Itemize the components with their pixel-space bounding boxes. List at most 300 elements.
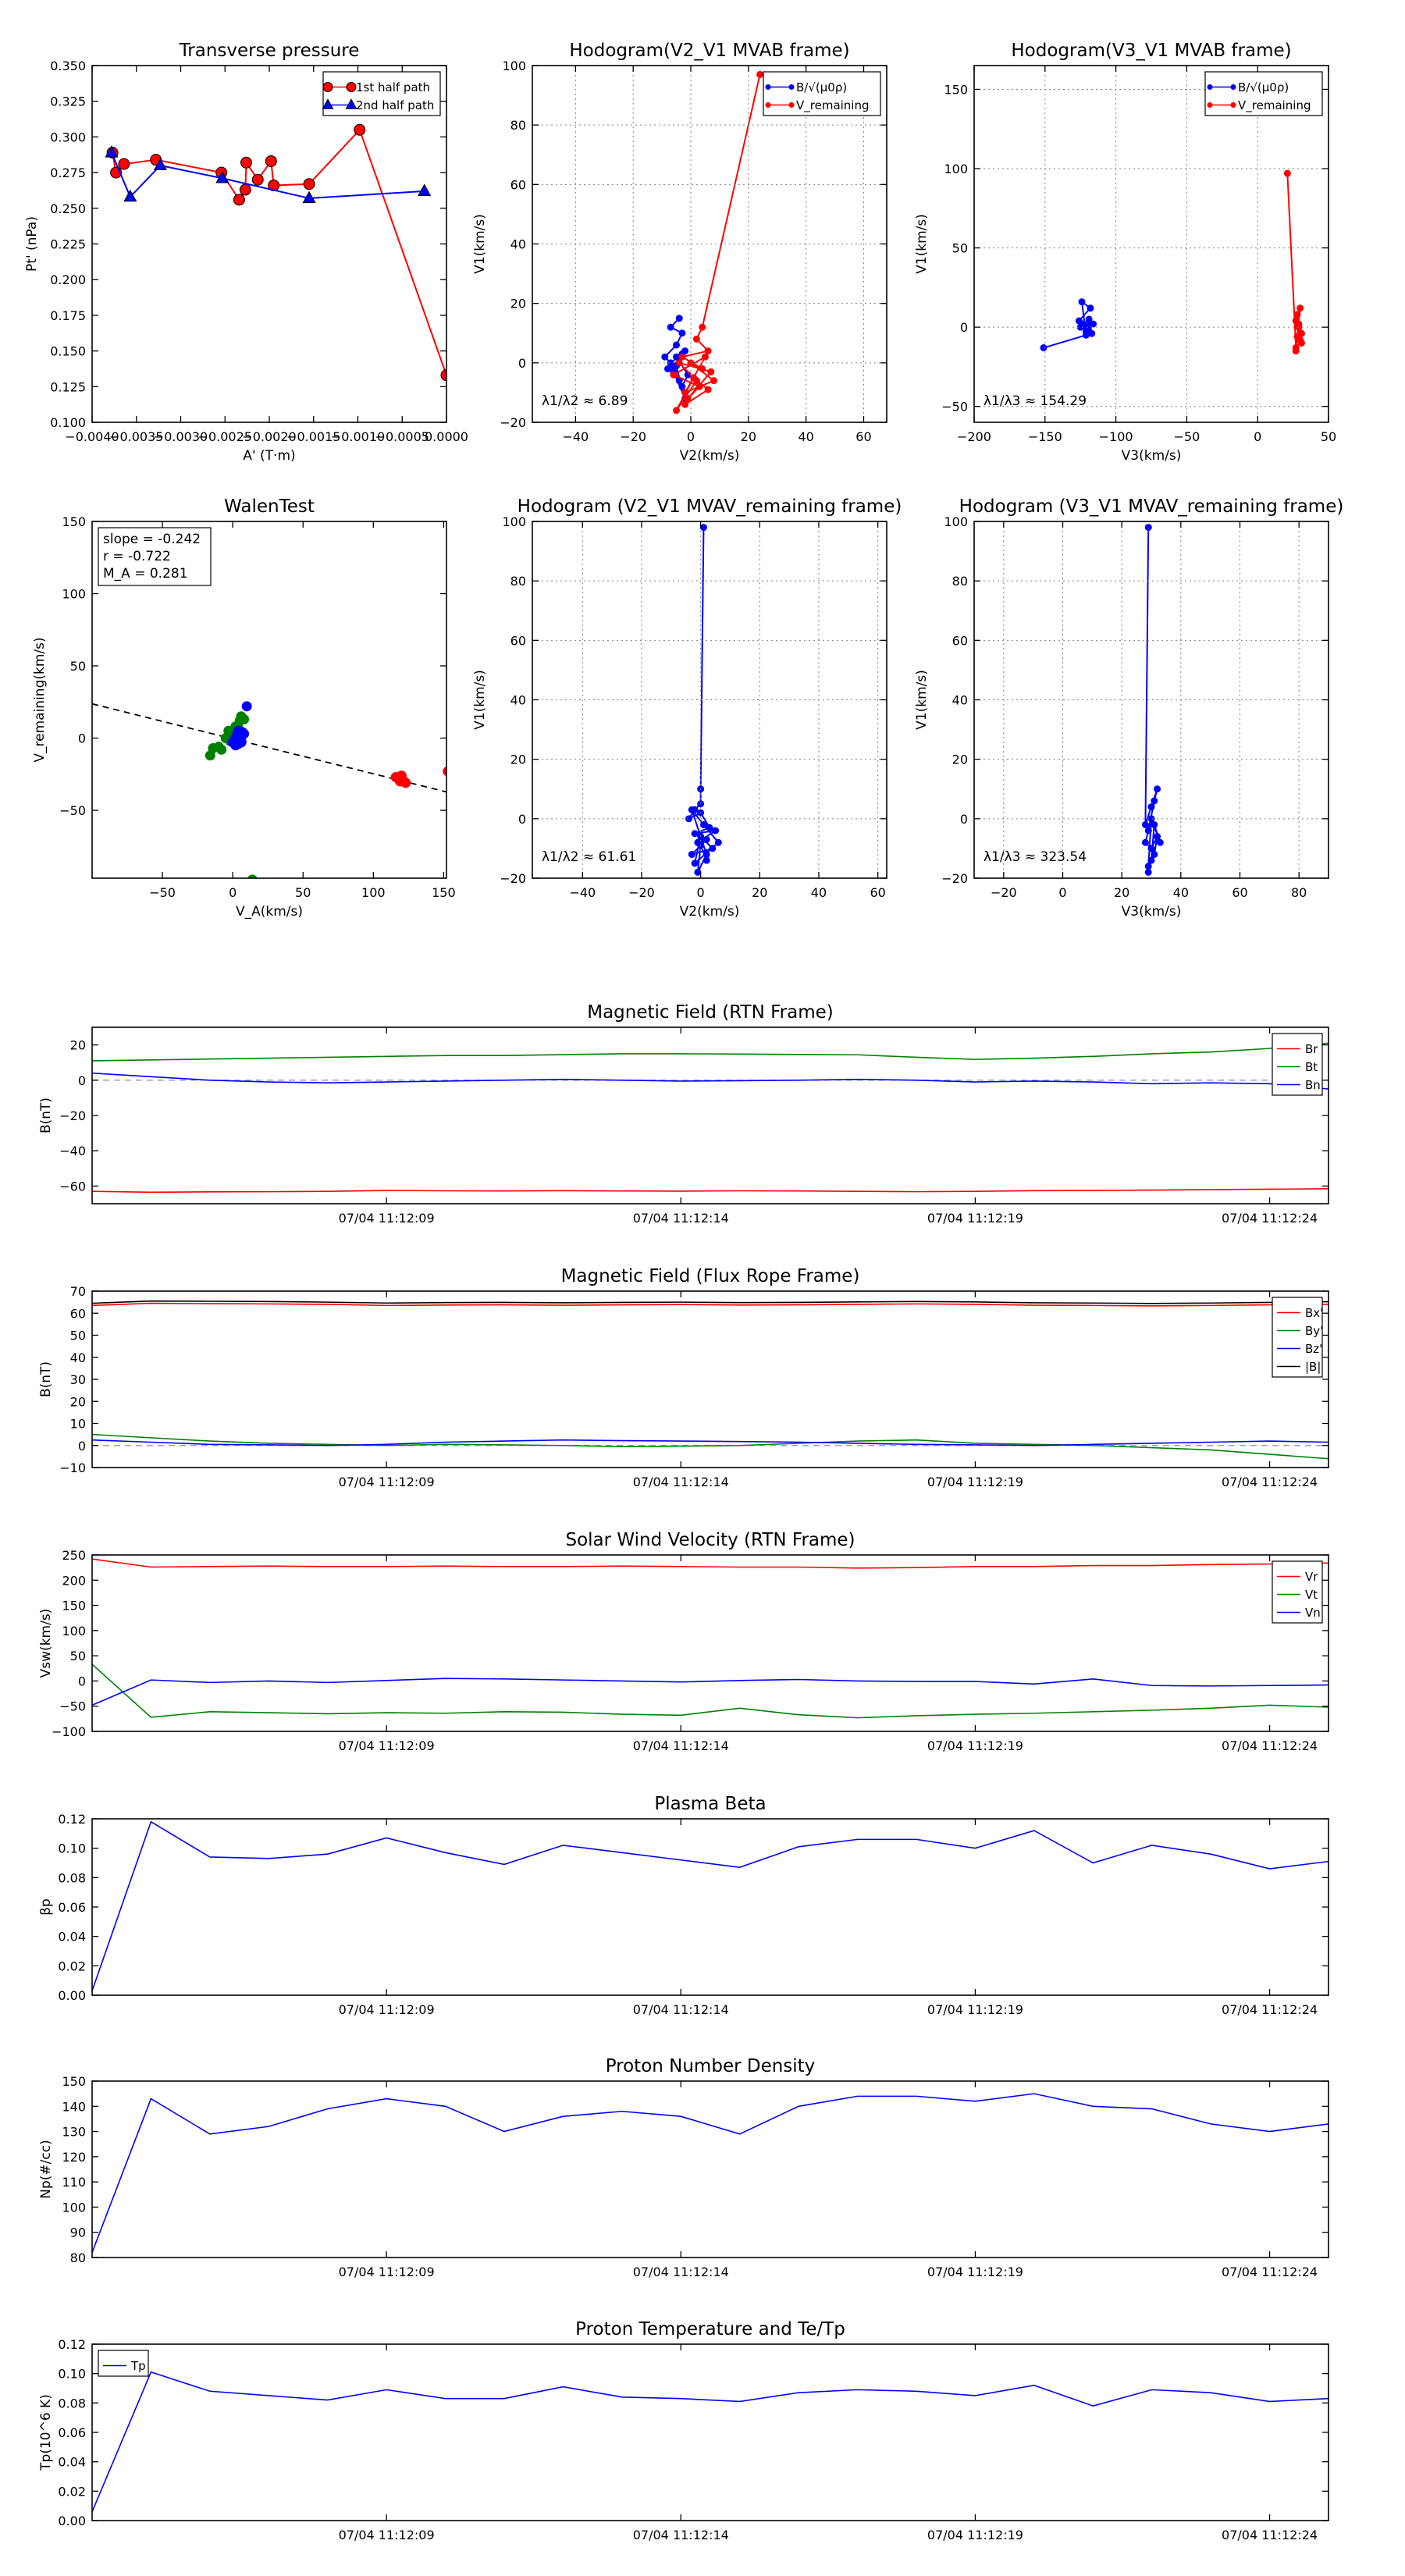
chart-title: WalenTest [224,496,315,517]
y-tick-label: 120 [62,2149,86,2165]
chart-beta [38,1794,1329,2017]
y-tick-label: −20 [941,871,968,886]
y-tick-label: 80 [69,2250,86,2265]
data-point [676,315,682,322]
chart-np [38,2056,1329,2279]
y-tick-label: 40 [69,1350,86,1365]
chart-title: Transverse pressure [179,41,360,61]
y-axis-label: Tp(10^6 K) [38,2394,54,2471]
y-tick-label: 100 [62,1623,86,1638]
data-point [1293,348,1299,354]
y-tick-label: 0.06 [58,2425,86,2440]
legend-label: By' [1305,1323,1324,1338]
x-tick-label: −50 [1173,429,1200,444]
x-tick-label: 07/04 11:12:19 [927,1211,1023,1226]
chart-hodo2 [914,41,1336,464]
y-tick-label: 0 [77,731,86,746]
x-tick-label: 150 [432,885,456,900]
chart-title: Magnetic Field (Flux Rope Frame) [560,1266,860,1286]
legend-label: 1st half path [356,80,431,94]
y-tick-label: 0.04 [58,2454,86,2470]
legend [1205,72,1322,116]
y-tick-label: 150 [62,1598,86,1614]
chart-vsw [38,1530,1329,1753]
data-point [1298,340,1304,346]
legend-label: Tp [131,2358,146,2373]
x-tick-label: −20 [628,885,655,900]
data-point [703,857,710,863]
series-line [689,528,719,873]
data-point [674,342,680,348]
y-tick-label: 0 [518,811,526,827]
data-point [662,354,668,360]
y-tick-label: 0.125 [50,379,86,395]
data-point [252,174,263,185]
x-tick-label: 07/04 11:12:14 [632,1738,729,1753]
y-tick-label: 0.225 [50,237,86,252]
legend-marker [1208,85,1212,90]
data-point [1157,839,1163,845]
y-tick-label: 0 [77,1438,86,1453]
data-point [1083,329,1089,335]
legend-marker [1208,103,1212,108]
chart-title: Plasma Beta [654,1794,767,1814]
plot-area [92,1043,1329,1192]
series-line [92,1189,1329,1193]
x-tick-label: −0.0040 [65,429,119,444]
y-tick-label: 0.02 [58,1959,86,1974]
data-point [1142,839,1148,845]
data-point [1148,857,1154,863]
data-point [1151,852,1158,858]
x-axis-label: V2(km/s) [679,448,740,464]
y-tick-label: 100 [944,162,968,177]
data-point [679,354,685,360]
y-tick-label: 50 [951,240,968,256]
x-axis-label: V3(km/s) [1121,448,1182,464]
y-tick-label: 150 [62,514,86,529]
ratio-annotation: λ1/λ3 ≈ 323.54 [984,849,1087,865]
data-point [705,386,711,393]
data-point [692,860,698,866]
chart-pt [24,41,468,464]
x-tick-label: 07/04 11:12:09 [338,2528,435,2542]
data-point [119,158,130,169]
data-point [682,401,688,407]
x-tick-label: 50 [295,885,311,900]
y-tick-label: 0 [959,811,968,827]
y-tick-label: 20 [510,752,526,767]
y-tick-label: 20 [951,752,968,767]
data-point [700,821,706,827]
legend-marker [323,83,333,92]
data-point [1040,345,1047,351]
series-line [92,1435,1329,1459]
chart-title: Proton Number Density [605,2056,816,2076]
x-tick-label: −200 [957,429,991,444]
x-tick-label: −100 [1098,429,1133,444]
data-point [240,714,249,724]
y-tick-label: 0.300 [50,130,86,145]
plot-area [92,1822,1329,1991]
data-point [703,836,710,842]
y-tick-label: 40 [951,692,968,708]
y-tick-label: −10 [59,1461,86,1475]
y-tick-label: 0 [959,320,968,336]
series-line [674,74,760,410]
data-point [674,354,680,360]
x-tick-label: 07/04 11:12:19 [927,2528,1023,2542]
series-line [92,2094,1329,2252]
x-tick-label: 20 [1113,885,1130,900]
x-tick-label: 07/04 11:12:14 [632,2265,729,2279]
data-point [418,184,430,195]
x-tick-label: −40 [569,885,596,900]
data-point [1151,798,1158,804]
y-axis-label: V1(km/s) [472,670,488,730]
y-tick-label: 110 [62,2175,86,2190]
data-point [1079,299,1085,305]
x-tick-label: −0.0020 [242,429,297,444]
y-tick-label: 50 [69,659,86,674]
y-tick-label: 0.08 [58,1870,86,1886]
stats-line: M_A = 0.281 [103,566,188,582]
y-tick-label: 80 [510,118,526,133]
plot-area [105,124,452,380]
x-axis-label: V_A(km/s) [235,904,304,920]
stats-line: slope = -0.242 [103,532,201,547]
y-tick-label: −20 [59,1108,86,1123]
y-tick-label: 80 [510,574,526,589]
y-tick-label: 40 [510,237,526,252]
y-tick-label: 100 [502,514,526,529]
x-tick-label: −0.0005 [375,429,429,444]
data-point [217,745,226,754]
plot-area [92,2372,1329,2512]
data-point [695,869,701,875]
legend-marker [1231,85,1236,90]
plot-area [662,71,763,413]
data-point [240,729,249,738]
plot-area [1040,170,1305,354]
stats-box [98,528,211,585]
y-tick-label: 0.08 [58,2396,86,2411]
legend-label: B/√(μ0ρ) [796,80,848,94]
data-point [688,806,695,813]
axes-frame [92,2081,1329,2258]
x-tick-label: 0.0000 [425,429,468,444]
data-point [702,354,708,360]
x-tick-label: 60 [855,429,872,444]
y-tick-label: 100 [62,586,86,602]
x-tick-label: −0.0035 [109,429,164,444]
data-point [1296,321,1302,327]
y-tick-label: 0.175 [50,308,86,323]
y-axis-label: Vsw(km/s) [38,1608,54,1678]
chart-walen [32,496,456,920]
x-tick-label: 0 [686,429,695,444]
y-tick-label: 100 [944,514,968,529]
y-tick-label: 130 [62,2124,86,2140]
axes-frame [92,66,446,422]
y-tick-label: 0.10 [58,2366,86,2382]
plot-area [92,702,453,884]
data-point [711,378,717,384]
y-tick-label: 0.250 [50,201,86,216]
x-tick-label: −0.0025 [197,429,252,444]
data-point [1154,834,1161,840]
x-tick-label: 0 [696,885,705,900]
y-tick-label: 0.350 [50,59,86,73]
legend-label: Bx' [1305,1305,1324,1320]
data-point [705,348,711,354]
data-point [667,324,674,330]
data-point [233,194,244,205]
data-point [1284,170,1290,176]
y-tick-label: −20 [500,871,526,886]
y-tick-label: 20 [510,296,526,311]
x-tick-label: −20 [620,429,647,444]
y-tick-label: 200 [62,1573,86,1589]
data-point [237,738,246,747]
x-tick-label: 07/04 11:12:09 [338,1211,435,1226]
data-point [1145,869,1151,875]
data-point [688,852,695,858]
x-tick-label: 20 [740,429,757,444]
data-point [664,365,670,372]
y-tick-label: 0.100 [50,415,86,430]
legend-label: Br [1305,1041,1318,1056]
data-point [1145,863,1151,870]
chart-hodo3 [472,496,902,920]
y-tick-label: 30 [69,1372,86,1387]
x-tick-label: 07/04 11:12:14 [632,2528,729,2542]
y-tick-label: 140 [62,2099,86,2115]
legend-label: Bz' [1305,1341,1323,1356]
x-tick-label: −40 [562,429,589,444]
data-point [1086,322,1092,329]
chart-title: Hodogram (V2_V1 MVAV_remaining frame) [517,496,902,517]
data-point [699,324,706,330]
y-tick-label: 20 [69,1394,86,1410]
y-tick-label: 60 [69,1306,86,1322]
x-tick-label: −0.0015 [286,429,341,444]
legend-label: Vt [1305,1587,1318,1602]
data-point [679,383,685,390]
series-line [92,1678,1329,1705]
series-line [92,1440,1329,1446]
chart-hodo4 [914,496,1343,920]
series-line [92,1664,1329,1717]
y-axis-label: Np(#/cc) [38,2140,54,2199]
legend-marker [766,85,770,90]
y-tick-label: 0.00 [58,2514,86,2528]
legend-label: Bt [1305,1059,1318,1074]
x-tick-label: 07/04 11:12:09 [338,2265,435,2279]
data-point [1294,311,1300,318]
data-point [354,124,365,135]
y-tick-label: 0.02 [58,2484,86,2500]
y-tick-label: −60 [59,1179,86,1194]
data-point [1154,786,1161,792]
ratio-annotation: λ1/λ3 ≈ 154.29 [984,393,1087,409]
data-point [304,179,315,190]
data-point [691,375,697,381]
legend [322,72,440,116]
legend [1272,1034,1322,1095]
chart-mag_rtn [38,1002,1329,1226]
data-point [692,831,698,837]
x-tick-label: 07/04 11:12:24 [1222,2528,1318,2542]
x-tick-label: 07/04 11:12:09 [338,1475,435,1489]
data-point [708,368,714,375]
data-point [699,365,706,372]
chart-title: Magnetic Field (RTN Frame) [587,1002,834,1023]
data-point [242,702,251,711]
x-tick-label: 60 [870,885,886,900]
x-tick-label: 07/04 11:12:24 [1222,2265,1318,2279]
data-point [670,372,677,378]
y-tick-label: 100 [502,59,526,73]
y-tick-label: −50 [59,1699,86,1714]
data-point [706,824,713,831]
y-tick-label: 0.00 [58,1988,86,2003]
y-tick-label: 0.12 [58,2337,86,2352]
series-line [92,1301,1329,1304]
plot-area [92,1559,1329,1717]
plot-area [92,1301,1329,1459]
y-tick-label: −50 [941,399,968,415]
data-point [676,360,682,366]
legend-label: Vn [1305,1605,1321,1620]
data-point [240,184,251,195]
y-axis-label: B(nT) [38,1361,54,1398]
data-point [713,827,719,834]
y-tick-label: −40 [59,1144,86,1159]
x-axis-label: V2(km/s) [679,904,740,920]
x-tick-label: 0 [1058,885,1067,900]
y-tick-label: 20 [69,1037,86,1053]
x-tick-label: 07/04 11:12:24 [1222,1211,1318,1226]
y-tick-label: 60 [510,633,526,649]
data-point [1145,525,1151,531]
ratio-annotation: λ1/λ2 ≈ 6.89 [542,393,628,409]
ratio-annotation: λ1/λ2 ≈ 61.61 [542,849,637,865]
data-point [443,767,453,776]
y-tick-label: 0 [77,1674,86,1689]
plot-area [92,2094,1329,2252]
y-tick-label: 50 [69,1649,86,1664]
data-point [674,407,680,414]
axes-frame [92,1555,1329,1731]
data-point [685,396,691,402]
x-tick-label: −50 [149,885,176,900]
y-axis-label: V_remaining(km/s) [32,637,48,763]
axes-frame [92,2344,1329,2521]
data-point [1145,827,1151,834]
x-axis-label: V3(km/s) [1121,904,1182,920]
x-tick-label: 100 [361,885,386,900]
legend-label: B/√(μ0ρ) [1238,80,1289,94]
y-tick-label: 150 [62,2074,86,2089]
data-point [240,157,251,168]
y-tick-label: 60 [951,633,968,649]
series-line [92,1559,1329,1568]
series-line [92,1073,1329,1089]
y-tick-label: 40 [510,692,526,708]
x-axis-label: A' (T·m) [243,448,296,464]
y-tick-label: 80 [951,574,968,589]
y-tick-label: 0.150 [50,343,86,359]
x-tick-label: 07/04 11:12:19 [927,1475,1023,1489]
x-tick-label: 40 [810,885,827,900]
data-point [1080,321,1087,327]
data-point [693,336,699,342]
legend [763,72,880,116]
legend-label: V_remaining [796,98,870,112]
y-tick-label: 60 [510,177,526,193]
legend-label: V_remaining [1238,98,1311,112]
data-point [1151,821,1158,827]
y-tick-label: 0.06 [58,1900,86,1915]
chart-title: Proton Temperature and Te/Tp [575,2319,845,2339]
y-tick-label: 90 [69,2225,86,2240]
y-tick-label: 0.325 [50,94,86,109]
x-tick-label: 80 [1290,885,1307,900]
legend [98,2350,148,2376]
data-point [700,525,706,531]
data-point [710,845,716,852]
x-tick-label: 07/04 11:12:14 [632,1475,729,1489]
legend-marker [789,85,794,90]
x-tick-label: 07/04 11:12:09 [338,2002,435,2017]
x-tick-label: 20 [752,885,768,900]
x-tick-label: 40 [1172,885,1190,900]
data-point [1148,845,1154,852]
legend [1272,1297,1323,1377]
chart-title: Hodogram (V3_V1 MVAV_remaining frame) [959,496,1344,517]
x-tick-label: 07/04 11:12:24 [1222,2002,1318,2017]
data-point [1297,305,1304,311]
y-tick-label: 70 [69,1284,86,1299]
x-tick-label: 07/04 11:12:24 [1222,1738,1318,1753]
y-axis-label: Pt' (nPa) [24,216,40,272]
x-tick-label: −150 [1027,429,1062,444]
series-line [92,2372,1329,2512]
legend-label: Vr [1305,1569,1318,1584]
data-point [1148,804,1154,810]
data-point [757,71,763,77]
x-tick-label: −0.0030 [153,429,208,444]
y-axis-label: V1(km/s) [914,214,930,274]
y-tick-label: 0 [518,355,526,371]
chart-title: Hodogram(V3_V1 MVAB frame) [1011,41,1292,61]
x-tick-label: 07/04 11:12:19 [927,2265,1023,2279]
y-tick-label: 0 [77,1073,86,1088]
data-point [686,816,692,822]
x-tick-label: 07/04 11:12:19 [927,1738,1023,1753]
data-point [265,155,276,166]
x-tick-label: −0.0010 [330,429,386,444]
data-point [682,390,688,396]
series-line [92,1043,1329,1061]
legend-marker [789,103,794,108]
y-axis-label: V1(km/s) [472,214,488,274]
legend-label: 2nd half path [356,98,435,112]
x-tick-label: −20 [990,885,1017,900]
y-tick-label: 0.12 [58,1812,86,1827]
chart-title: Solar Wind Velocity (RTN Frame) [565,1530,855,1550]
